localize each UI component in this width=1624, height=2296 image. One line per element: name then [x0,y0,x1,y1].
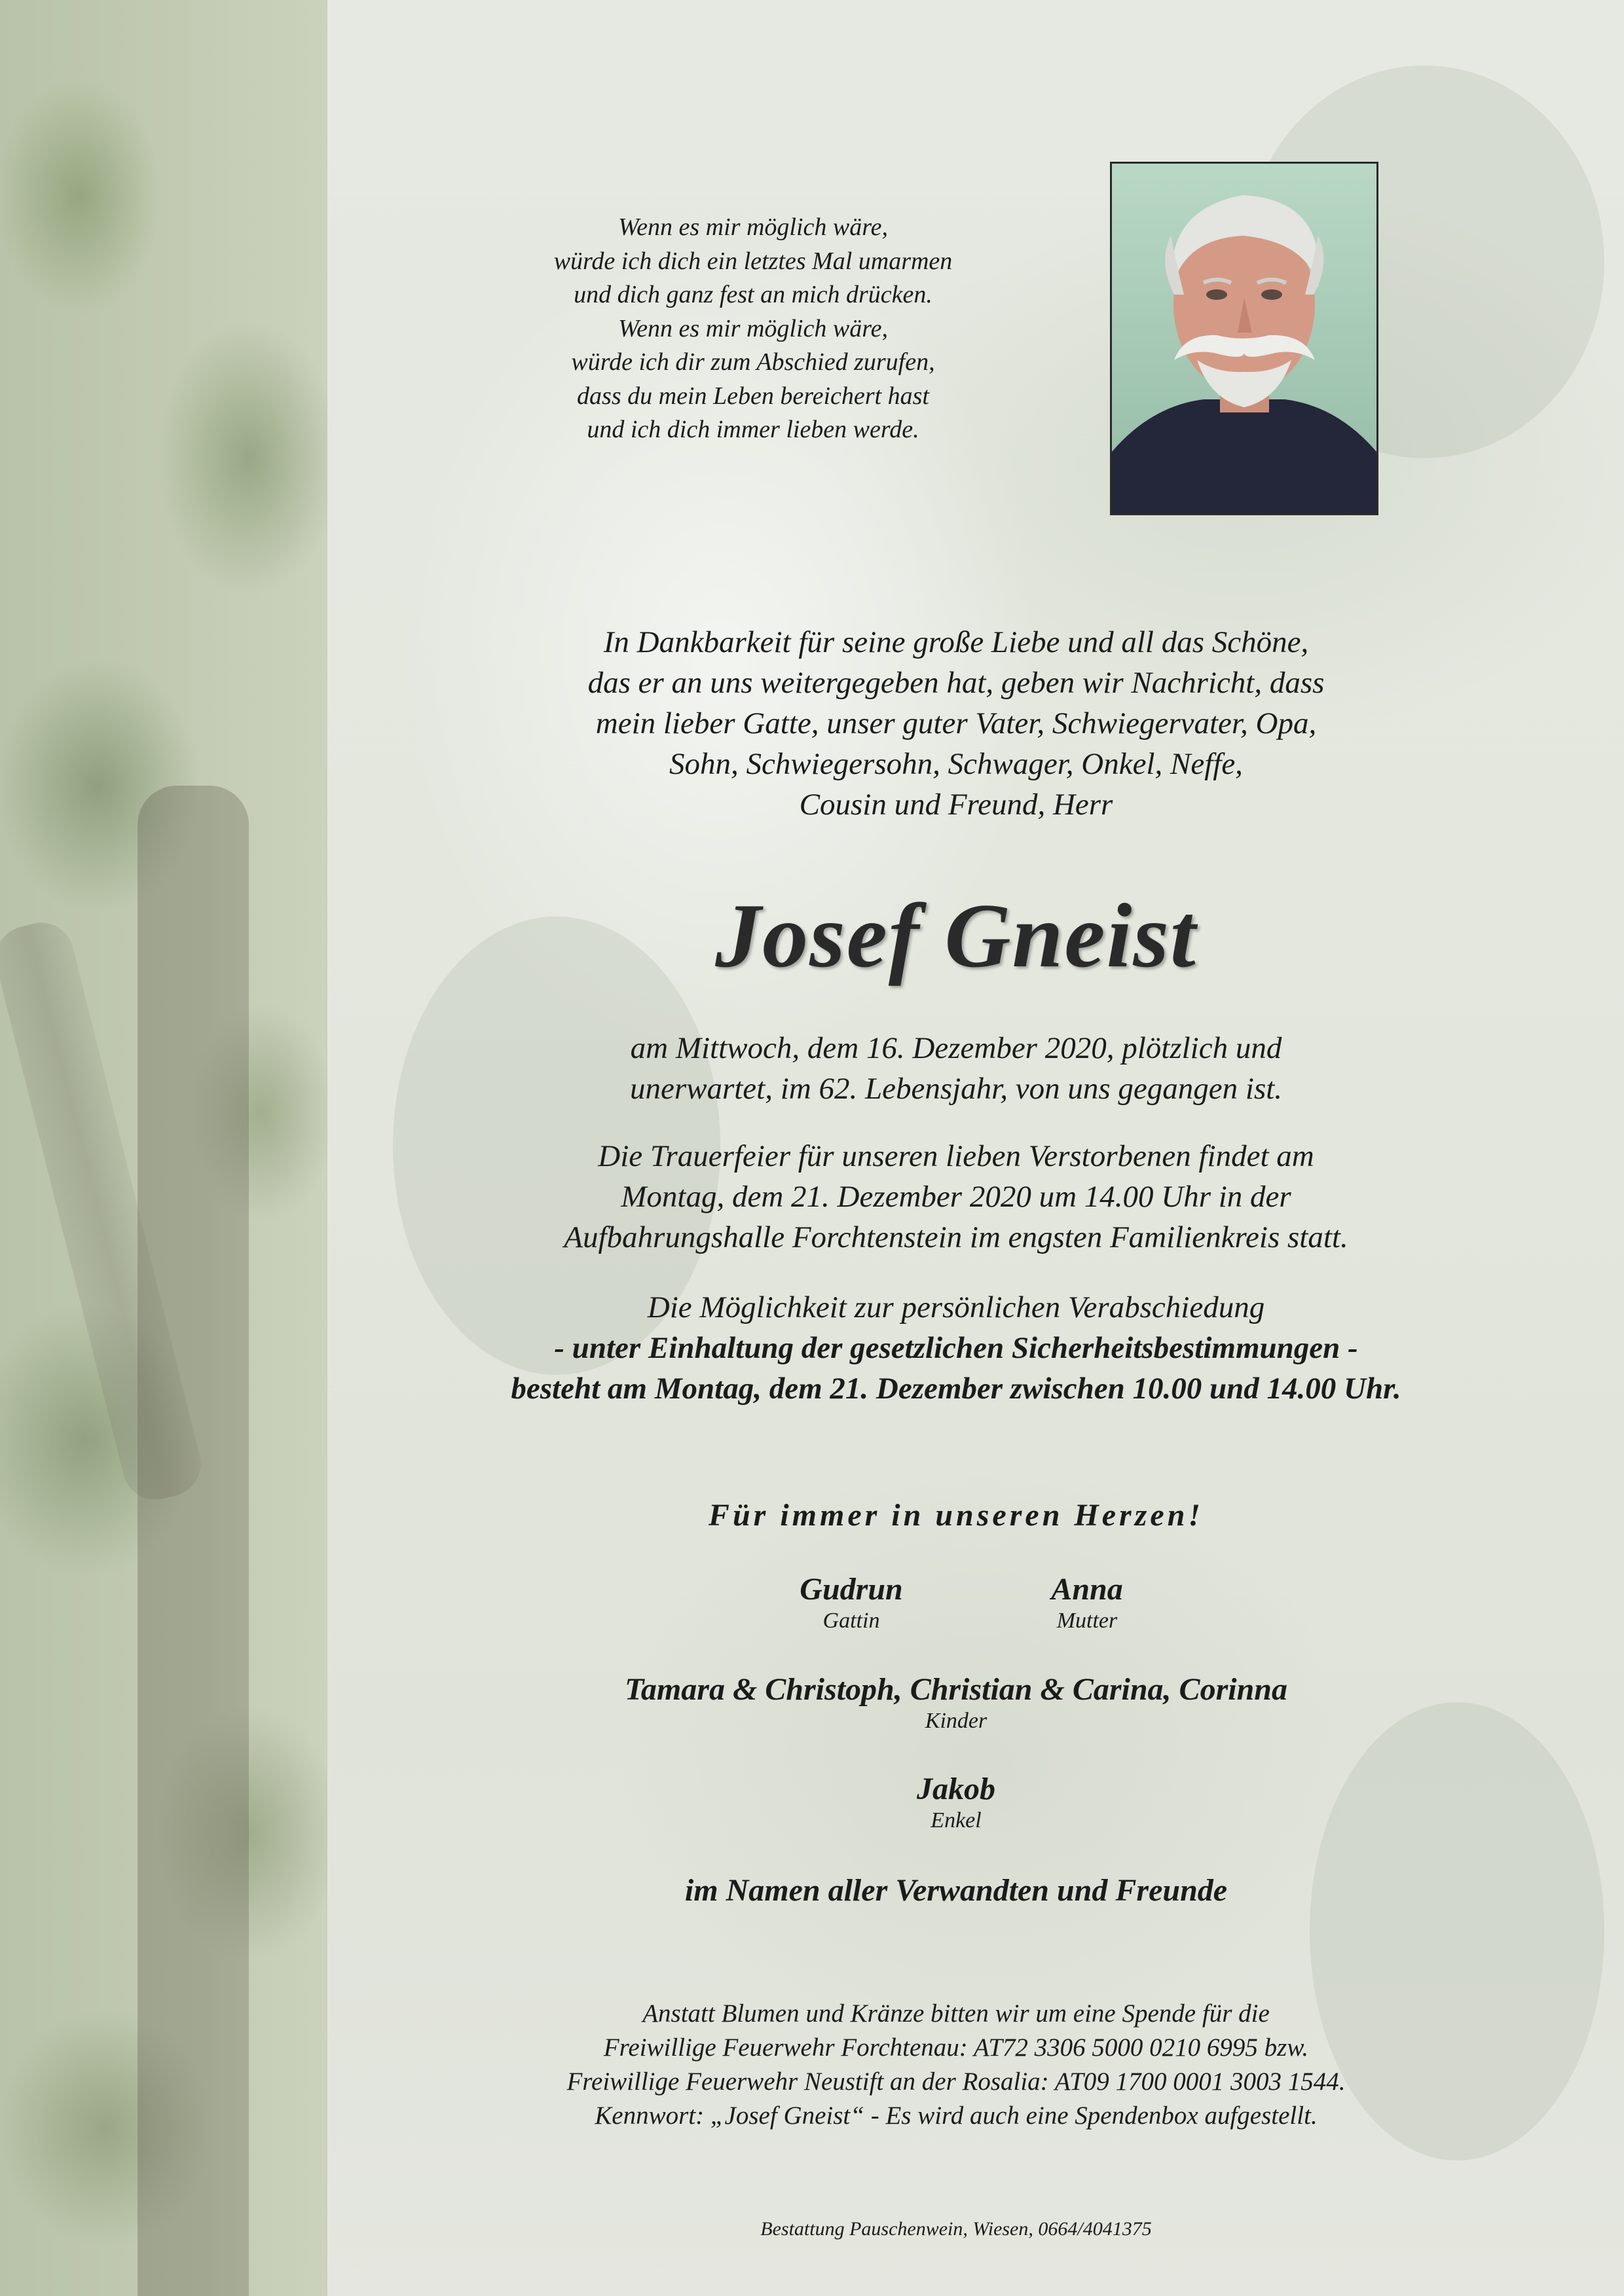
mourner-name: Gudrun [800,1572,903,1607]
poem-line: und dich ganz fest an mich drücken. [574,281,932,308]
deceased-name: Josef Gneist [715,885,1197,987]
donation-line: Kennwort: „Josef Gneist“ - Es wird auch eine Spendenbox aufgestellt. [595,2102,1318,2130]
poem [458,211,1048,447]
donation-line: Freiwillige Feuerwehr Forchtenau: AT72 3306 5000 0210 6995 bzw. [603,2033,1309,2062]
intro-line: Cousin und Freund, Herr [799,788,1113,822]
mourner-role: Enkel [931,1808,982,1832]
funeral-home-footer: Bestattung Pauschenwein, Wiesen, 0664/4041375 [760,2218,1152,2240]
poem-line: würde ich dich ein letztes Mal umarmen [553,247,953,275]
poem-line: Wenn es mir möglich wäre, [618,213,888,241]
death-notice-line: unerwartet, im 62. Lebensjahr, von uns gegangen ist. [629,1072,1283,1106]
farewell-line-bold: - unter Einhaltung der gesetzlichen Sicherheitsbestimmungen - [554,1331,1358,1365]
mourner-grandchild [825,1771,1087,1834]
farewell-info [419,1287,1493,1409]
portrait-image [1112,164,1376,513]
funeral-line: Die Trauerfeier für unseren lieben Verstorbenen findet am [598,1139,1314,1173]
portrait-photo [1110,162,1378,515]
death-notice-line: am Mittwoch, dem 16. Dezember 2020, plötzlich und [630,1031,1282,1065]
farewell-line: Die Möglichkeit zur persönlichen Verabschiedung [647,1290,1265,1324]
donation-line: Anstatt Blumen und Kränze bitten wir um eine Spende für die [642,1999,1270,2028]
poem-line: würde ich dir zum Abschied zurufen, [571,348,935,376]
closing-line: im Namen aller Verwandten und Freunde [684,1873,1228,1908]
farewell-line-bold: besteht am Montag, dem 21. Dezember zwischen 10.00 und 14.00 Uhr. [511,1372,1401,1406]
mourner-mother [982,1571,1192,1634]
mourner-wife [747,1571,956,1634]
mourner-role: Mutter [1056,1609,1118,1633]
poem-line: Wenn es mir möglich wäre, [618,314,888,342]
donation-line: Freiwillige Feuerwehr Neustift an der Rosalia: AT09 1700 0001 3003 1544. [566,2068,1346,2096]
funeral-line: Montag, dem 21. Dezember 2020 um 14.00 Uhr in der [621,1180,1291,1214]
intro-text [458,622,1454,825]
motto: Für immer in unseren Herzen! [708,1498,1204,1533]
mourner-role: Kinder [925,1709,987,1733]
mourner-name: Anna [1051,1572,1123,1607]
mourner-name: Tamara & Christoph, Christian & Carina, Corinna [625,1672,1287,1707]
poem-line: dass du mein Leben bereichert hast [577,382,929,410]
death-notice [419,1028,1493,1109]
tree-trunk [138,786,249,2296]
intro-line: das er an uns weitergegeben hat, geben wir Nachricht, dass [587,666,1325,700]
tree-background-strip [0,0,327,2296]
mourner-role: Gattin [822,1609,880,1633]
mourner-children [458,1671,1454,1734]
funeral-line: Aufbahrungshalle Forchtenstein im engsten Familienkreis statt. [564,1220,1348,1254]
intro-line: Sohn, Schwiegersohn, Schwager, Onkel, Neffe, [669,747,1243,781]
intro-line: In Dankbarkeit für seine große Liebe und all das Schöne, [603,625,1309,659]
mourner-name: Jakob [917,1772,995,1806]
poem-line: und ich dich immer lieben werde. [587,416,919,443]
donation-request [458,1997,1454,2133]
funeral-info [419,1136,1493,1258]
intro-line: mein lieber Gatte, unser guter Vater, Schwiegervater, Opa, [595,706,1317,740]
